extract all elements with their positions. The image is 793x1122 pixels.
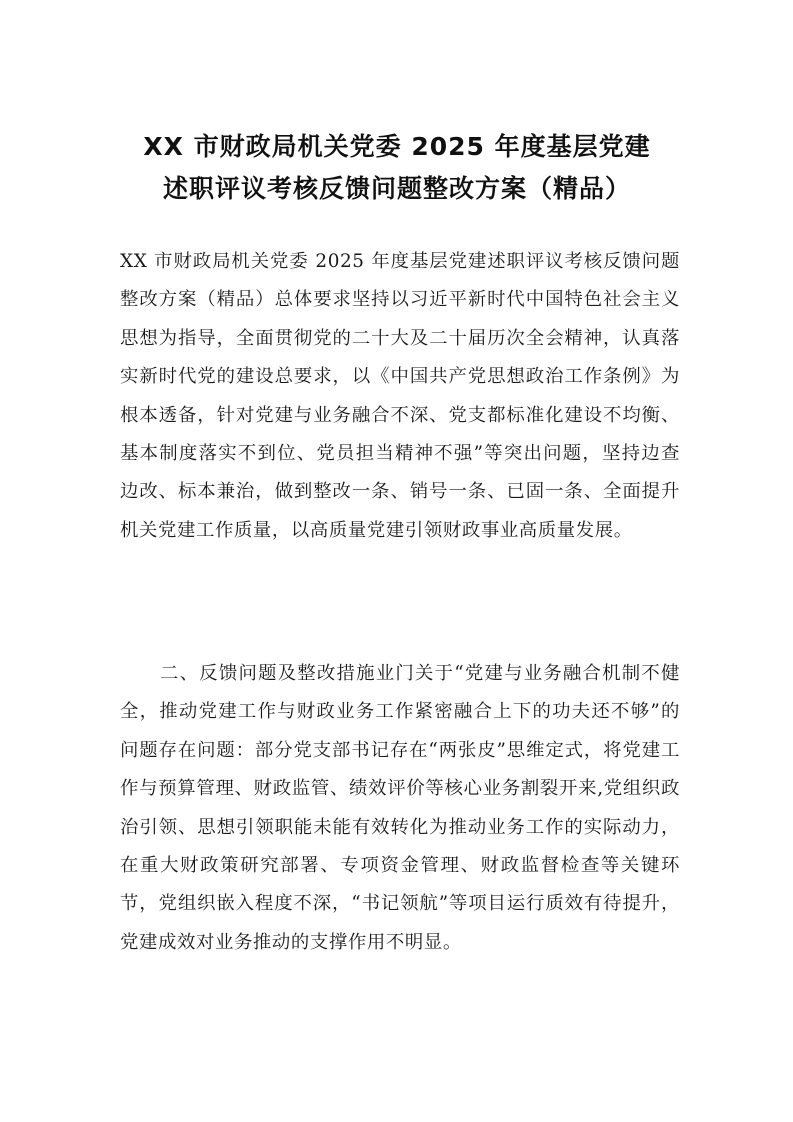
body-paragraph-section-2: 二、反馈问题及整改措施业门关于“党建与业务融合机制不健全，推动党建工作与财政业务工作紧密融合上下的功夫还不够”的问题存在问题：部分党支部书记存在“两张皮”思维定式，将党建工作与预算管理、财政监管、绩效评价等核心业务割裂开来,党组织政治引领、思想引领职能未能有效转化为推动业务工作的实际动力，在重大财政策研究部署、专项资金管理、财政监督检查等关键环节，党组织嵌入程度不深，“书记领航”等项目运行质效有待提升，党建成效对业务推动的支撑作用不明显。 (120, 663, 680, 953)
document-title (108, 126, 686, 210)
title-line-2: 述职评议考核反馈问题整改方案（精品） (162, 174, 631, 203)
body-paragraph-intro: XX 市财政局机关党委 2025 年度基层党建述职评议考核反馈问题整改方案（精品）总体要求坚持以习近平新时代中国特色社会主义思想为指导，全面贯彻党的二十大及二十届历次全会精神，认真落实新时代党的建设总要求，以《中国共产党思想政治工作条例》为根本透备，针对党建与业务融合不深、党支都标准化建设不均衡、基本制度落实不到位、党员担当精神不强”等突出问题，坚持边查边改、标本兼治，做到整改一条、销号一条、已固一条、全面提升机关党建工作质量，以高质量党建引领财政事业高质量发展。 (120, 251, 680, 541)
title-line-1: XX 市财政局机关党委 2025 年度基层党建 (143, 132, 651, 161)
